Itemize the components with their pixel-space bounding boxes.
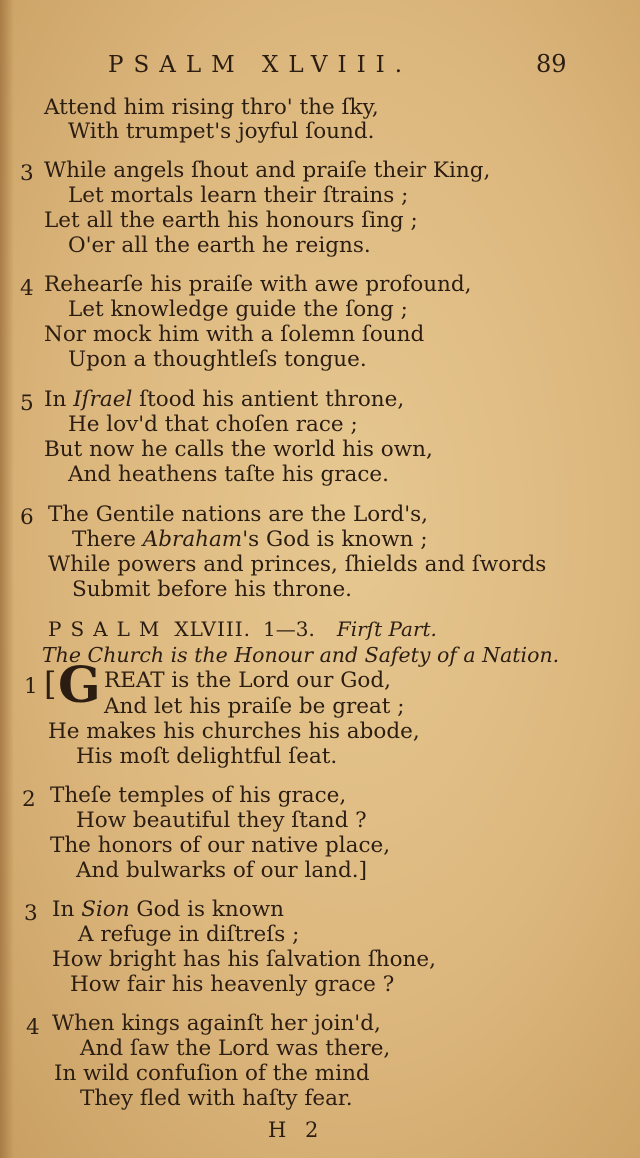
verse-line: While powers and princes, ſhields and ſwords [48, 552, 547, 577]
verse-line: In wild confuſion of the mind [54, 1061, 370, 1086]
verse-line-rest: REAT is the Lord our God, [104, 668, 391, 693]
verse-line: How beautiful they ſtand ? [76, 808, 367, 833]
verse-number: 3 [24, 901, 38, 926]
verse-line: And ſaw the Lord was there, [80, 1036, 391, 1061]
verse-line: Attend him rising thro' the ſky, [44, 95, 379, 120]
verse-line: Rehearſe his praiſe with awe profound, [44, 272, 472, 297]
verse-line: In Iſrael ſtood his antient throne, [44, 387, 405, 412]
verse-number: 1 [24, 674, 38, 699]
verse-line: Let all the earth his honours ſing ; [44, 208, 418, 233]
verse-line: Nor mock him with a ſolemn ſound [44, 322, 425, 347]
page-header [0, 52, 640, 84]
opening-bracket: [ [44, 665, 57, 703]
verse-line: With trumpet's joyful ſound. [68, 119, 375, 144]
part-title: PSALM [48, 617, 169, 641]
verse-line: The Gentile nations are the Lord's, [48, 502, 429, 527]
verse-line: Let knowledge guide the ſong ; [68, 297, 408, 322]
page-number: 89 [536, 50, 567, 78]
verse-line: But now he calls the world his own, [44, 437, 433, 462]
part-label: Firſt Part. [336, 617, 437, 641]
verse-line: Theſe temples of his grace, [50, 783, 347, 808]
verse-number: 4 [26, 1015, 40, 1040]
verse-line: How fair his heavenly grace ? [70, 972, 395, 997]
running-title: PSALM XLVIII. [108, 52, 413, 78]
verse-line: He lov'd that choſen race ; [68, 412, 358, 437]
verse-line: While angels ſhout and praiſe their King, [44, 158, 491, 183]
verse-line: A refuge in diſtreſs ; [78, 922, 300, 947]
verse-line: There Abraham's God is known ; [72, 527, 428, 552]
verse-line: And bulwarks of our land.] [76, 858, 368, 883]
part-subtitle: The Church is the Honour and Safety of a Nation. [42, 643, 560, 667]
verse-line: Upon a thoughtleſs tongue. [68, 347, 367, 372]
part-numeral: XLVIII. [174, 617, 252, 641]
verse-line: In Sion God is known [52, 897, 284, 922]
verse-line: Let mortals learn their ſtrains ; [68, 183, 409, 208]
verse-line: How bright has his ſalvation ſhone, [52, 947, 436, 972]
verse-line: When kings againſt her join'd, [52, 1011, 381, 1036]
verse-number: 3 [20, 161, 34, 186]
drop-cap: G [58, 655, 101, 714]
verse-line: O'er all the earth he reigns. [68, 233, 371, 258]
part-range: 1—3. [263, 617, 315, 641]
verse-number: 2 [22, 787, 36, 812]
verse-number: 5 [20, 391, 34, 416]
verse-line: And let his praiſe be great ; [104, 694, 405, 719]
verse-line: They fled with haſty fear. [80, 1086, 353, 1111]
verse-line: He makes his churches his abode, [48, 719, 420, 744]
part-heading [48, 617, 548, 643]
verse-number: 4 [20, 276, 34, 301]
signature-mark: H 2 [268, 1118, 325, 1142]
verse-line: The honors of our native place, [50, 833, 391, 858]
verse-line: Submit before his throne. [72, 577, 353, 602]
verse-number: 6 [20, 505, 34, 530]
verse-line: And heathens taſte his grace. [68, 462, 389, 487]
verse-line: His moſt delightful ſeat. [76, 744, 338, 769]
